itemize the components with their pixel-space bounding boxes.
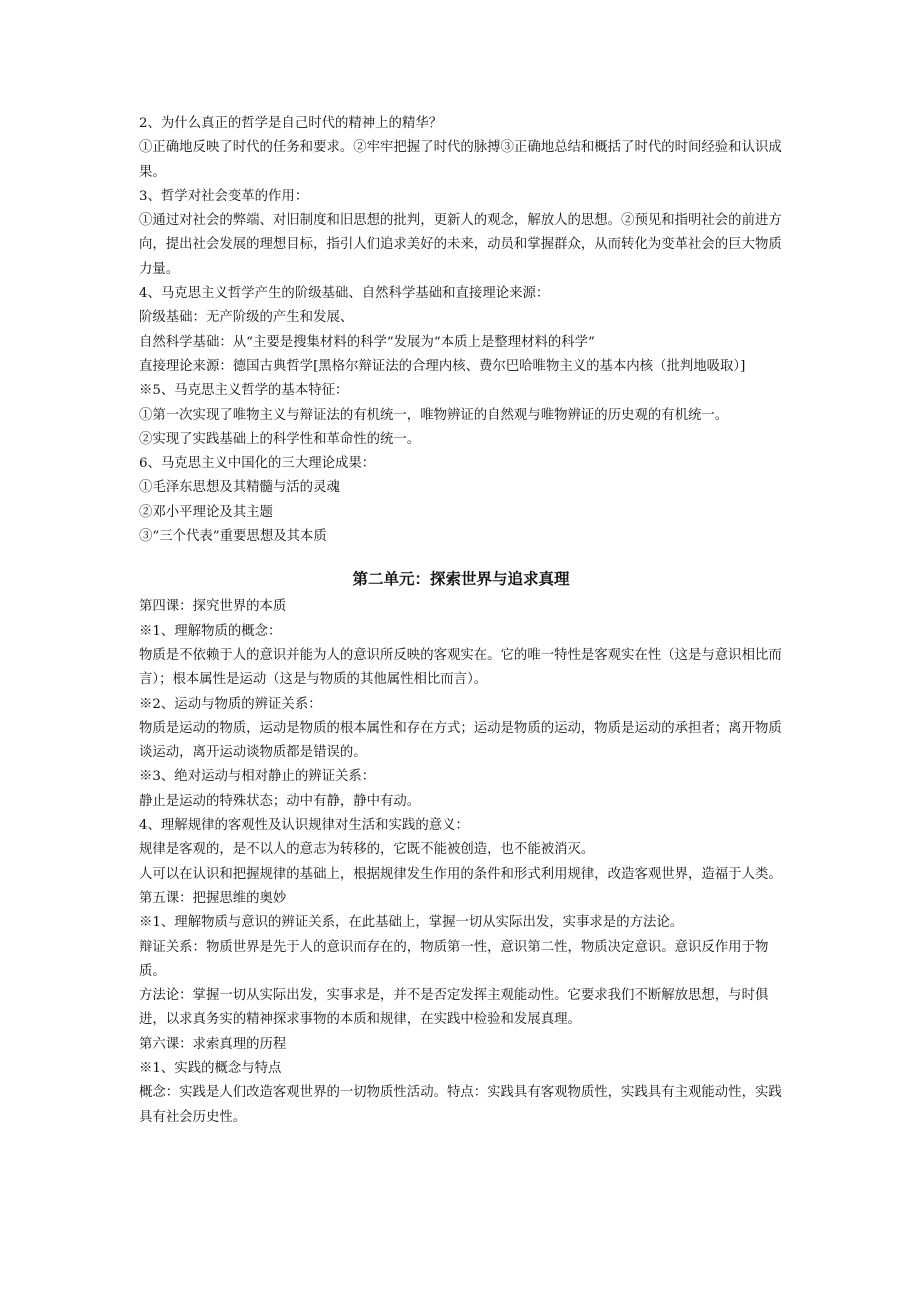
list-item: ②邓小平理论及其主题 bbox=[139, 504, 273, 520]
answer-text: 方法论：掌握一切从实际出发，实事求是，并不是否定发挥主观能动性。它要求我们不断解放思想，与时俱进，以求真务实的精神探求事物的本质和规律，在实践中检验和发展真理。 bbox=[139, 988, 769, 1028]
list-item: ③“三个代表”重要思想及其本质 bbox=[139, 529, 327, 545]
lesson-heading: 第六课：求索真理的历程 bbox=[139, 1036, 287, 1052]
question-title: 2、为什么真正的哲学是自己时代的精神上的精华？ bbox=[139, 116, 443, 131]
question-title: 4、马克思主义哲学产生的阶级基础、自然科学基础和直接理论来源： bbox=[139, 286, 550, 302]
answer-text: 人可以在认识和把握规律的基础上，根据规律发生作用的条件和形式利用规律，改造客观世界，造福于人类。 bbox=[139, 866, 782, 882]
answer-text: ①第一次实现了唯物主义与辩证法的有机统一，唯物辨证的自然观与唯物辨证的历史观的有机统一。 bbox=[139, 407, 729, 423]
answer-text: 静止是运动的特殊状态；动中有静，静中有动。 bbox=[139, 793, 421, 809]
answer-text: 阶级基础：无产阶级的产生和发展、 bbox=[139, 310, 354, 326]
list-item: ①毛泽东思想及其精髓与活的灵魂 bbox=[139, 480, 340, 496]
lesson-heading: 第四课：探究世界的本质 bbox=[139, 599, 287, 615]
lesson-heading: 第五课：把握思维的奥妙 bbox=[139, 890, 287, 906]
answer-text: ①正确地反映了时代的任务和要求。②牢牢把握了时代的脉搏③正确地总结和概括了时代的时间经验和认识成果。 bbox=[139, 140, 782, 180]
answer-text: 物质是运动的物质，运动是物质的根本属性和存在方式；运动是物质的运动，物质是运动的承担者；离开物质谈运动，离开运动谈物质都是错误的。 bbox=[139, 720, 782, 761]
question-title: ※1、理解物质的概念： bbox=[139, 623, 282, 639]
answer-text: ②实现了实践基础上的科学性和革命性的统一。 bbox=[139, 431, 421, 447]
question-title: ※3、绝对运动与相对静止的辨证关系： bbox=[139, 769, 376, 785]
question-title: 4、理解规律的客观性及认识规律对生活和实践的意义： bbox=[139, 818, 469, 834]
unit-heading: 第二单元：探索世界与追求真理 bbox=[352, 570, 570, 589]
question-title: ※1、实践的概念与特点 bbox=[139, 1060, 282, 1076]
question-title: ※5、马克思主义哲学的基本特征： bbox=[139, 383, 349, 399]
answer-text: 概念：实践是人们改造客观世界的一切物质性活动。特点：实践具有客观物质性，实践具有主观能动性，实践具有社会历史性。 bbox=[139, 1085, 782, 1125]
answer-text: 辩证关系：物质世界是先于人的意识而存在的，物质第一性，意识第二性，物质决定意识。意识反作用于物质。 bbox=[139, 939, 769, 979]
question-title: 3、哲学对社会变革的作用： bbox=[139, 188, 309, 204]
answer-text: 规律是客观的，是不以人的意志为转移的，它既不能被创造，也不能被消灭。 bbox=[139, 842, 595, 858]
document-page bbox=[139, 112, 783, 1130]
answer-text: 物质是不依赖于人的意识并能为人的意识所反映的客观实在。它的唯一特性是客观实在性（这是与意识相比而言）；根本属性是运动（这是与物质的其他属性相比而言）。 bbox=[139, 647, 782, 688]
question-title: ※1、理解物质与意识的辨证关系，在此基础上，掌握一切从实际出发，实事求是的方法论。 bbox=[139, 915, 684, 931]
question-title: ※2、运动与物质的辨证关系： bbox=[139, 696, 322, 712]
answer-text: ①通过对社会的弊端、对旧制度和旧思想的批判，更新人的观念，解放人的思想。②预见和指明社会的前进方向，提出社会发展的理想目标，指引人们追求美好的未来，动员和掌握群众，从而转化为变革社会的巨大物质力量。 bbox=[139, 213, 782, 277]
answer-text: 直接理论来源：德国古典哲学[黑格尔辩证法的合理内核、费尔巴哈唯物主义的基本内核（批判地吸取）] bbox=[139, 358, 746, 374]
question-title: 6、马克思主义中国化的三大理论成果： bbox=[139, 456, 376, 472]
answer-text: 自然科学基础：从“主要是搜集材料的科学”发展为“本质上是整理材料的科学” bbox=[139, 334, 595, 350]
